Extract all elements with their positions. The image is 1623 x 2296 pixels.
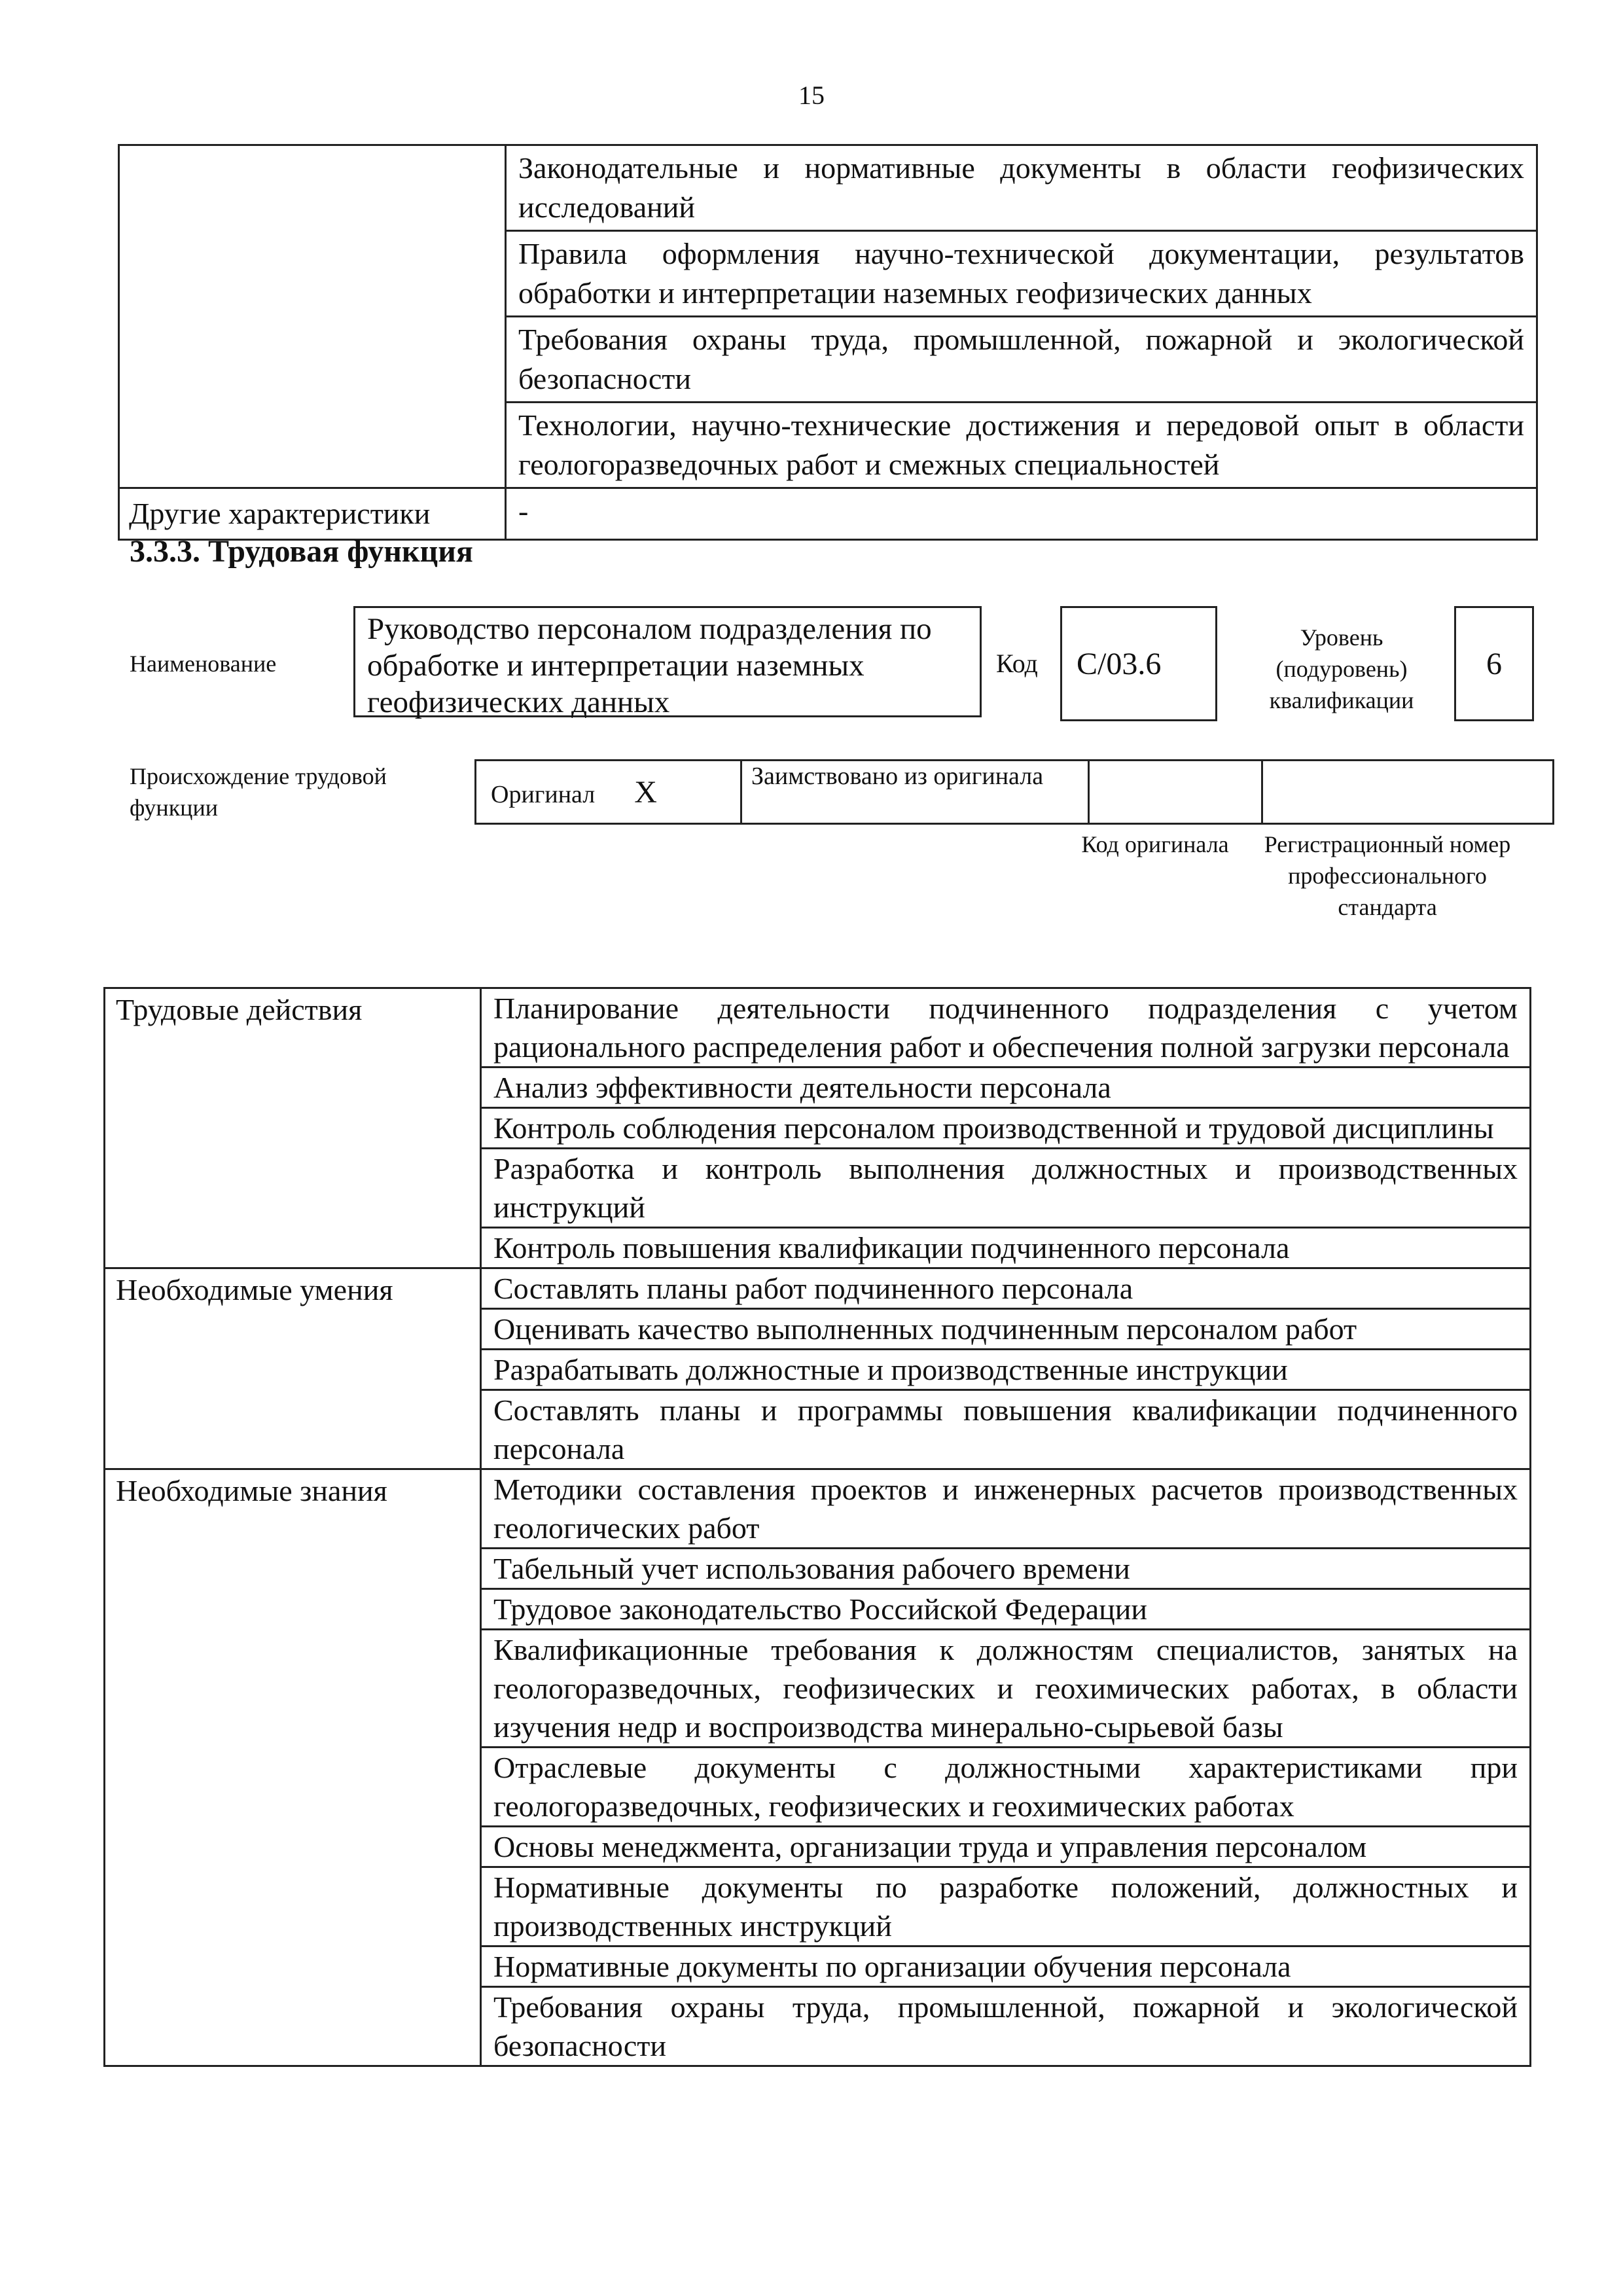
level-value-box: 6 (1454, 606, 1534, 721)
name-label: Наименование (130, 651, 277, 677)
origin-label: Происхождение трудовой функции (130, 763, 387, 821)
list-item: Нормативные документы по организации обучения персонала (481, 1946, 1531, 1987)
list-item: Контроль повышения квалификации подчиненного персонала (481, 1228, 1531, 1268)
category-required-skills: Необходимые умения (105, 1268, 481, 1469)
list-item: Контроль соблюдения персоналом производственной и трудовой дисциплины (481, 1108, 1531, 1149)
level-label: Уровень (подуровень) квалификации (1269, 624, 1414, 713)
list-item: Квалификационные требования к должностям специалистов, занятых на геологоразведочных, геофизических и геохимических работах, в области изучения недр и воспроизводства минерально-сырьевой базы (481, 1630, 1531, 1748)
original-code-caption: Код оригинала (1081, 831, 1229, 857)
code-value-box: С/03.6 (1060, 606, 1217, 721)
empty-category-cell (119, 145, 506, 488)
table-row (105, 988, 1531, 1067)
category-required-knowledge: Необходимые знания (105, 1469, 481, 2066)
list-item: Нормативные документы по разработке положений, должностных и производственных инструкций (481, 1867, 1531, 1946)
list-item: Трудовое законодательство Российской Федерации (481, 1589, 1531, 1630)
list-item: Разработка и контроль выполнения должностных и производственных инструкций (481, 1149, 1531, 1228)
function-name-box: Руководство персоналом подразделения по обработке и интерпретации наземных геофизических данных (353, 606, 982, 717)
other-characteristics-label: Другие характеристики (119, 488, 506, 540)
list-item: Законодательные и нормативные документы в области геофизических исследований (506, 145, 1537, 231)
list-item: Составлять планы и программы повышения квалификации подчиненного персонала (481, 1390, 1531, 1469)
table-row (105, 1268, 1531, 1309)
original-label: Оригинал (491, 780, 596, 808)
table-row (119, 145, 1537, 231)
registration-number-cell (1262, 761, 1554, 824)
original-cell (476, 761, 741, 824)
original-code-cell (1089, 761, 1262, 824)
list-item: Технологии, научно-технические достижения и передовой опыт в области геологоразведочных работ и смежных специальностей (506, 403, 1537, 488)
code-label: Код (996, 649, 1038, 678)
list-item: Методики составления проектов и инженерных расчетов производственных геологических работ (481, 1469, 1531, 1549)
origin-table (474, 759, 1554, 825)
list-item: Табельный учет использования рабочего времени (481, 1549, 1531, 1589)
category-labor-actions: Трудовые действия (105, 988, 481, 1268)
list-item: Оценивать качество выполненных подчиненным персоналом работ (481, 1309, 1531, 1350)
list-item: Требования охраны труда, промышленной, пожарной и экологической безопасности (506, 317, 1537, 403)
table-row (105, 1469, 1531, 1549)
page-number: 15 (798, 81, 825, 110)
list-item: Правила оформления научно-технической документации, результатов обработки и интерпретации наземных геофизических данных (506, 231, 1537, 317)
original-mark: X (634, 774, 657, 810)
list-item: Основы менеджмента, организации труда и управления персоналом (481, 1827, 1531, 1867)
section-heading: 3.3.3. Трудовая функция (130, 534, 473, 569)
list-item: Анализ эффективности деятельности персонала (481, 1067, 1531, 1108)
list-item: Составлять планы работ подчиненного персонала (481, 1268, 1531, 1309)
list-item: Отраслевые документы с должностными характеристиками при геологоразведочных, геофизических и геохимических работах (481, 1748, 1531, 1827)
borrowed-label: Заимствовано из оригинала (741, 761, 1089, 824)
other-characteristics-value: - (506, 488, 1537, 540)
list-item: Разрабатывать должностные и производственные инструкции (481, 1350, 1531, 1390)
table-row (119, 488, 1537, 540)
registration-number-caption: Регистрационный номер профессионального стандарта (1264, 831, 1511, 920)
knowledge-continuation-table (118, 144, 1538, 541)
list-item: Требования охраны труда, промышленной, пожарной и экологической безопасности (481, 1987, 1531, 2066)
labor-function-table (103, 987, 1531, 2067)
list-item: Планирование деятельности подчиненного подразделения с учетом рационального распределения работ и обеспечения полной загрузки персонала (481, 988, 1531, 1067)
